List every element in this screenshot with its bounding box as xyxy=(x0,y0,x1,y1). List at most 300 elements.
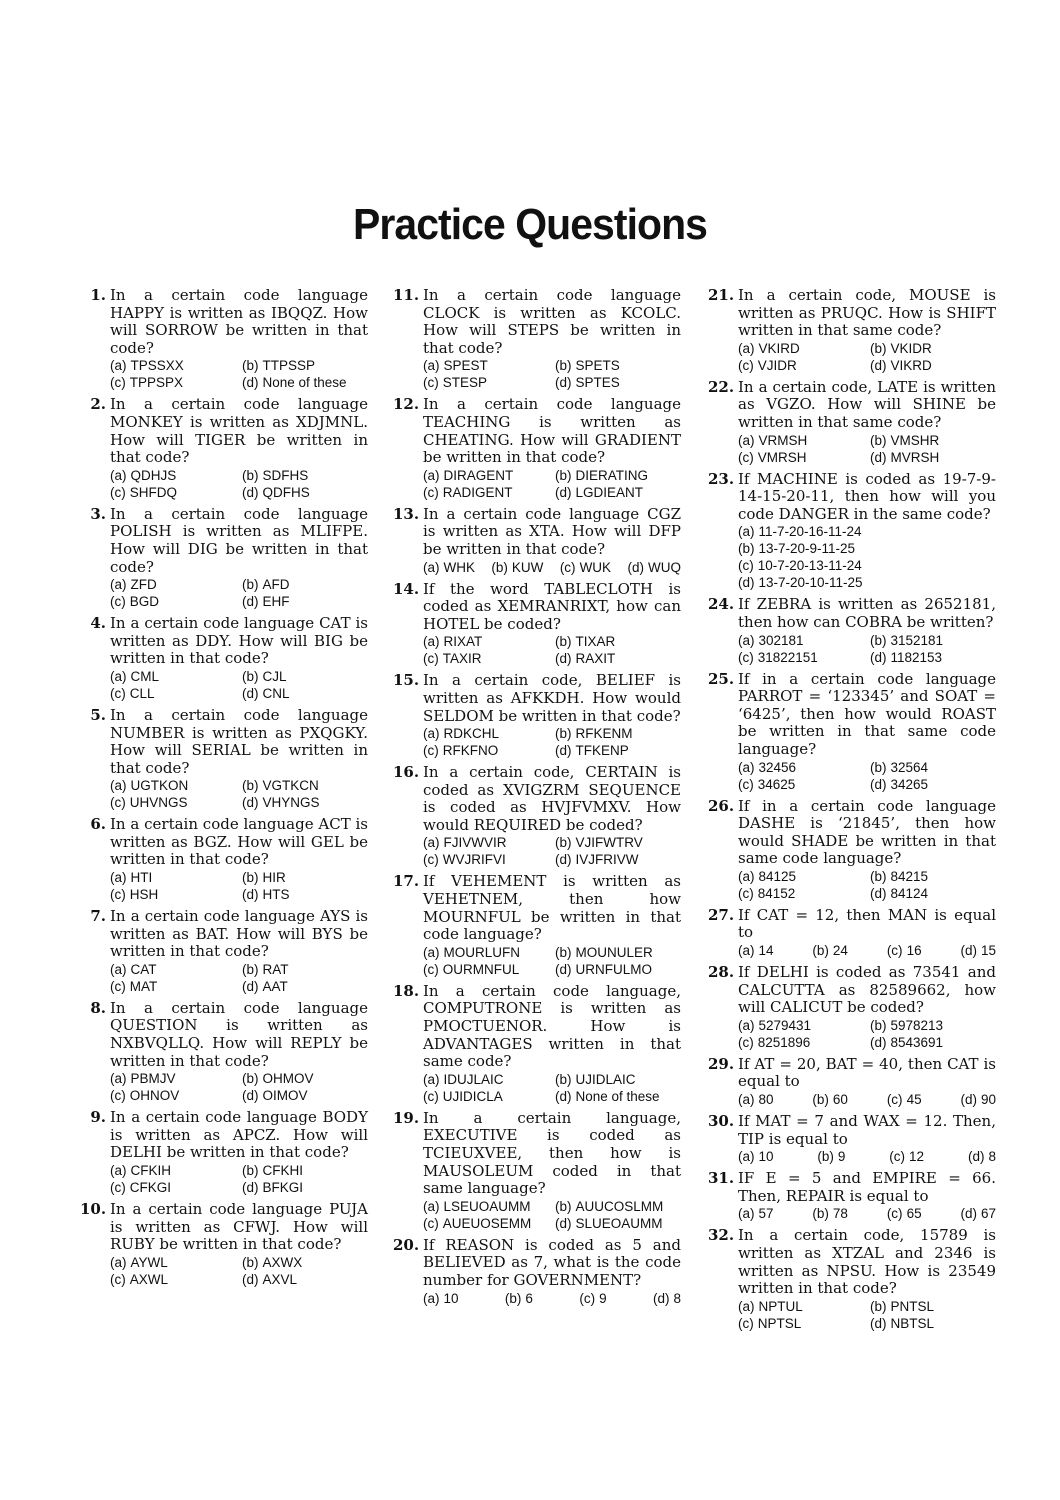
option-key: (d) xyxy=(242,685,259,701)
answer-option xyxy=(110,978,236,995)
question-item xyxy=(708,379,996,466)
option-value: DIRAGENT xyxy=(443,467,514,483)
option-key: (c) xyxy=(423,375,439,391)
column-3 xyxy=(708,287,996,1337)
option-value: 34265 xyxy=(890,776,929,792)
option-key: (c) xyxy=(110,484,126,500)
option-value: CFKIH xyxy=(130,1163,171,1178)
option-value: 9 xyxy=(837,1149,846,1165)
option-value: 84125 xyxy=(758,868,797,884)
option-value: TFKENP xyxy=(575,743,629,759)
option-key: (a) xyxy=(423,358,440,374)
option-value: 84152 xyxy=(757,885,796,901)
option-key: (c) xyxy=(579,1290,596,1306)
question-number: 23. xyxy=(708,469,735,488)
answer-option xyxy=(738,557,996,574)
option-key: (c) xyxy=(423,1088,439,1104)
option-key: (c) xyxy=(886,1206,903,1222)
option-value: WHK xyxy=(443,559,475,575)
option-key: (c) xyxy=(738,1034,754,1050)
answer-option xyxy=(870,868,996,885)
option-key: (c) xyxy=(110,978,126,994)
option-key: (c) xyxy=(110,685,126,701)
option-value: UHVNGS xyxy=(129,795,188,811)
answer-option xyxy=(738,1017,864,1034)
option-value: RIXAT xyxy=(443,634,483,650)
option-key: (c) xyxy=(559,559,576,575)
option-value: 3152181 xyxy=(890,632,944,648)
option-value: 15 xyxy=(980,943,996,959)
option-value: 57 xyxy=(758,1206,774,1222)
question-text: If in a certain code language PARROT = ‘123345’ and SOAT = ‘6425’, then how would ROAST be written in that same code language? xyxy=(738,669,996,758)
question-number: 28. xyxy=(708,963,735,982)
option-value: 67 xyxy=(980,1206,996,1222)
option-key: (a) xyxy=(423,467,440,483)
answer-option xyxy=(555,944,681,961)
answer-option xyxy=(110,1179,236,1196)
option-value: None of these xyxy=(262,375,347,391)
option-value: VMRSH xyxy=(757,449,807,465)
option-key: (d) xyxy=(555,1088,572,1104)
option-value: HTS xyxy=(262,887,290,903)
option-key: (d) xyxy=(555,961,572,977)
answer-option xyxy=(738,632,864,649)
option-key: (a) xyxy=(423,1198,440,1214)
question-number: 15. xyxy=(393,671,420,690)
option-value: 13-7-20-9-11-25 xyxy=(758,541,856,557)
question-item xyxy=(80,615,368,702)
option-key: (b) xyxy=(242,778,259,794)
option-key: (d) xyxy=(242,1180,259,1195)
question-text: In a certain code language MONKEY is written as XDJMNL. How will TIGER be written in that code? xyxy=(110,395,368,467)
option-value: MOUNULER xyxy=(575,944,653,960)
answer-option xyxy=(555,484,681,501)
question-item xyxy=(80,1201,368,1288)
option-key: (b) xyxy=(870,1298,887,1314)
answer-option xyxy=(555,1198,681,1215)
option-key: (a) xyxy=(423,944,440,960)
answer-option xyxy=(242,961,368,978)
answer-option xyxy=(110,1254,236,1271)
answer-option xyxy=(242,685,368,702)
option-key: (b) xyxy=(870,1017,887,1033)
option-key: (d) xyxy=(242,594,259,610)
answer-option xyxy=(110,869,236,886)
option-value: 90 xyxy=(980,1092,996,1108)
question-text: In a certain code language CAT is written as DDY. How will BIG be written in that code? xyxy=(110,614,368,668)
option-key: (b) xyxy=(870,632,887,648)
option-key: (b) xyxy=(870,759,887,775)
option-key: (d) xyxy=(555,1215,572,1231)
question-number: 25. xyxy=(708,669,735,688)
option-key: (a) xyxy=(738,943,755,959)
answer-option xyxy=(555,961,681,978)
question-text: If ZEBRA is written as 2652181, then how can COBRA be written? xyxy=(738,595,996,631)
answer-option xyxy=(110,467,236,484)
answer-options xyxy=(110,1254,368,1288)
answer-option xyxy=(555,374,681,391)
option-key: (a) xyxy=(110,870,127,886)
answer-option xyxy=(870,1298,996,1315)
option-key: (b) xyxy=(555,634,572,650)
option-value: 11-7-20-16-11-24 xyxy=(758,524,862,540)
option-value: AYWL xyxy=(130,1254,168,1270)
option-key: (a) xyxy=(423,835,440,851)
option-key: (c) xyxy=(110,1088,126,1104)
answer-options xyxy=(110,777,368,811)
answer-option xyxy=(242,357,368,374)
answer-options xyxy=(738,1298,996,1332)
option-value: AFD xyxy=(262,577,290,593)
answer-option xyxy=(555,834,681,851)
option-value: DIERATING xyxy=(575,467,649,483)
option-key: (a) xyxy=(110,577,127,593)
answer-options xyxy=(110,961,368,995)
option-key: (d) xyxy=(555,484,572,500)
option-key: (a) xyxy=(423,726,440,742)
option-value: LSEUOAUMM xyxy=(443,1198,531,1214)
question-item xyxy=(393,983,681,1105)
answer-option xyxy=(110,484,236,501)
option-key: (a) xyxy=(738,340,755,356)
question-number: 1. xyxy=(90,286,106,304)
option-value: MOURLUFN xyxy=(443,944,520,960)
option-key: (d) xyxy=(960,943,977,959)
option-value: QDFHS xyxy=(262,484,310,500)
answer-option xyxy=(738,776,864,793)
question-item xyxy=(393,672,681,759)
answer-option xyxy=(889,1148,924,1165)
option-key: (b) xyxy=(242,961,259,977)
option-value: CML xyxy=(130,668,160,684)
question-item xyxy=(708,671,996,793)
answer-option xyxy=(423,1088,549,1105)
answer-options xyxy=(423,1198,681,1232)
option-key: (b) xyxy=(555,467,572,483)
option-key: (d) xyxy=(242,795,259,811)
answer-option xyxy=(423,357,549,374)
answer-options xyxy=(738,632,996,666)
answer-option xyxy=(812,1091,848,1108)
question-text: If VEHEMENT is written as VEHETNEM, then how MOURNFUL be written in that code language? xyxy=(423,872,681,944)
option-value: RADIGENT xyxy=(442,484,513,500)
answer-option xyxy=(242,1179,368,1196)
answer-option xyxy=(242,467,368,484)
answer-option xyxy=(423,944,549,961)
question-text: If CAT = 12, then MAN is equal to xyxy=(738,905,996,942)
question-number: 5. xyxy=(90,705,106,724)
option-value: URNFULMO xyxy=(575,961,652,977)
question-number: 3. xyxy=(90,504,106,523)
answer-option xyxy=(579,1290,606,1307)
question-number: 4. xyxy=(90,614,106,633)
answer-options xyxy=(738,759,996,793)
option-value: ZFD xyxy=(130,577,157,593)
question-item xyxy=(393,1110,681,1232)
option-key: (b) xyxy=(242,1163,259,1178)
answer-option xyxy=(423,1071,549,1088)
question-number: 21. xyxy=(708,286,735,304)
option-value: 80 xyxy=(758,1092,774,1108)
option-value: NPTUL xyxy=(758,1298,803,1314)
option-value: 32564 xyxy=(890,759,929,775)
option-key: (b) xyxy=(812,1206,829,1222)
answer-option xyxy=(555,742,681,759)
answer-option xyxy=(110,685,236,702)
option-key: (b) xyxy=(242,577,259,593)
answer-options xyxy=(423,834,681,868)
option-value: MVRSH xyxy=(890,449,940,465)
answer-options xyxy=(423,1071,681,1105)
option-key: (d) xyxy=(870,1315,887,1331)
question-item xyxy=(708,1227,996,1331)
question-item xyxy=(393,581,681,668)
option-value: SPTES xyxy=(575,375,620,391)
option-value: AUUCOSLMM xyxy=(575,1198,664,1214)
option-value: VKIRD xyxy=(758,340,800,356)
option-value: CNL xyxy=(262,685,290,701)
question-text: In a certain language, EXECUTIVE is coded as TCIEUXVEE, then how is MAUSOLEUM coded in that same language? xyxy=(423,1108,681,1198)
answer-option xyxy=(423,834,549,851)
question-text: In a certain code, BELIEF is written as AFKKDH. How would SELDOM be written in that code? xyxy=(423,671,681,725)
answer-options xyxy=(423,559,681,576)
question-text: In a certain code, LATE is written as VGZO. How will SHINE be written in that same code? xyxy=(738,377,996,431)
option-key: (a) xyxy=(738,868,755,884)
question-text: In a certain code language BODY is written as APCZ. How will DELHI be written in that code? xyxy=(110,1108,368,1162)
option-value: RFKENM xyxy=(575,726,633,742)
answer-option xyxy=(242,1254,368,1271)
answer-options xyxy=(738,1017,996,1051)
question-item xyxy=(708,1113,996,1165)
option-key: (a) xyxy=(738,1149,755,1165)
answer-option xyxy=(870,632,996,649)
option-key: (b) xyxy=(555,726,572,742)
option-key: (d) xyxy=(870,449,887,465)
option-value: AXWX xyxy=(262,1254,303,1270)
option-key: (b) xyxy=(555,944,572,960)
option-value: VHYNGS xyxy=(262,795,320,811)
option-value: RAXIT xyxy=(575,651,616,667)
answer-option xyxy=(242,576,368,593)
option-key: (a) xyxy=(110,358,127,374)
question-text: In a certain code language TEACHING is written as CHEATING. How will GRADIENT be written in that code? xyxy=(423,395,681,467)
answer-option xyxy=(423,961,549,978)
answer-option xyxy=(110,668,236,685)
option-key: (b) xyxy=(555,835,572,851)
option-key: (d) xyxy=(242,1088,259,1104)
option-key: (b) xyxy=(242,1071,259,1087)
option-value: IVJFRIVW xyxy=(575,852,639,868)
option-value: PNTSL xyxy=(890,1298,935,1314)
option-key: (d) xyxy=(960,1206,977,1222)
answer-options xyxy=(738,432,996,466)
answer-option xyxy=(887,1205,922,1222)
question-number: 22. xyxy=(708,377,735,396)
option-key: (a) xyxy=(110,1163,127,1178)
question-number: 14. xyxy=(393,579,420,598)
answer-option xyxy=(870,357,996,374)
option-key: (a) xyxy=(738,524,755,540)
option-value: VGTKCN xyxy=(262,778,319,794)
question-text: In a certain code language ACT is written as BGZ. How will GEL be written in that code? xyxy=(110,815,368,869)
answer-option xyxy=(870,1034,996,1051)
option-value: 8 xyxy=(673,1290,681,1306)
option-value: SLUEOAUMM xyxy=(575,1215,663,1231)
question-number: 11. xyxy=(393,286,420,304)
option-value: MAT xyxy=(129,978,158,994)
question-item xyxy=(80,816,368,903)
answer-option xyxy=(110,1162,236,1179)
option-key: (b) xyxy=(504,1290,522,1306)
option-value: HTI xyxy=(130,870,153,886)
answer-option xyxy=(423,559,475,576)
answer-option xyxy=(423,1198,549,1215)
question-item xyxy=(708,287,996,374)
option-value: AUEUOSEMM xyxy=(442,1215,532,1231)
option-key: (b) xyxy=(812,943,829,959)
answer-option xyxy=(242,1087,368,1104)
question-item xyxy=(80,287,368,391)
option-value: None of these xyxy=(575,1088,660,1104)
option-value: 8 xyxy=(988,1149,996,1165)
option-value: 78 xyxy=(832,1206,848,1222)
option-value: 84215 xyxy=(890,868,929,884)
option-value: 6 xyxy=(525,1290,533,1306)
answer-option xyxy=(960,1091,996,1108)
option-key: (c) xyxy=(738,1315,754,1331)
option-value: RFKFNO xyxy=(442,743,499,759)
option-value: RDKCHL xyxy=(443,726,500,742)
option-key: (d) xyxy=(242,1271,259,1287)
option-key: (c) xyxy=(423,852,439,868)
option-value: 1182153 xyxy=(890,649,943,665)
option-key: (d) xyxy=(555,743,572,759)
question-text: In a certain code language AYS is written as BAT. How will BYS be written in that code? xyxy=(110,907,368,961)
option-key: (c) xyxy=(110,1271,126,1287)
option-key: (d) xyxy=(870,649,887,665)
option-key: (b) xyxy=(555,1198,572,1214)
answer-options xyxy=(738,868,996,902)
option-key: (b) xyxy=(555,358,572,374)
column-1 xyxy=(80,287,368,1293)
question-text: If DELHI is coded as 73541 and CALCUTTA as 82589662, how will CALICUT be coded? xyxy=(738,963,996,1017)
answer-option xyxy=(110,576,236,593)
option-value: 10-7-20-13-11-24 xyxy=(757,558,862,574)
answer-option xyxy=(653,1290,681,1307)
option-key: (c) xyxy=(738,357,754,373)
answer-option xyxy=(560,559,611,576)
option-key: (c) xyxy=(110,375,126,391)
question-text: In a certain code language HAPPY is written as IBQQZ. How will SORROW be written in that code? xyxy=(110,286,368,357)
option-key: (a) xyxy=(423,559,440,575)
option-key: (d) xyxy=(555,375,572,391)
option-key: (c) xyxy=(110,1180,126,1195)
answer-option xyxy=(555,725,681,742)
question-number: 24. xyxy=(708,595,735,614)
answer-option xyxy=(870,759,996,776)
question-text: In a certain code language POLISH is written as MLIFPE. How will DIG be written in that code? xyxy=(110,504,368,576)
answer-option xyxy=(505,1290,533,1307)
answer-option xyxy=(423,851,549,868)
option-key: (a) xyxy=(738,759,755,775)
answer-option xyxy=(870,776,996,793)
answer-option xyxy=(968,1148,996,1165)
question-item xyxy=(708,1170,996,1222)
question-item xyxy=(708,1056,996,1108)
question-item xyxy=(80,506,368,610)
option-value: VRMSH xyxy=(758,432,808,448)
answer-option xyxy=(738,1205,774,1222)
option-key: (c) xyxy=(889,1149,906,1165)
question-text: IF E = 5 and EMPIRE = 66. Then, REPAIR is equal to xyxy=(738,1169,996,1205)
answer-options xyxy=(423,944,681,978)
option-key: (d) xyxy=(870,1034,887,1050)
question-text: In a certain code language CLOCK is written as KCOLC. How will STEPS be written in that code? xyxy=(423,286,681,357)
question-number: 29. xyxy=(708,1054,735,1073)
question-item xyxy=(393,506,681,576)
answer-option xyxy=(738,868,864,885)
answer-option xyxy=(242,374,368,391)
answer-option xyxy=(555,1071,681,1088)
answer-option xyxy=(423,742,549,759)
answer-option xyxy=(870,1315,996,1332)
answer-options xyxy=(110,1162,368,1196)
answer-option xyxy=(738,1298,864,1315)
answer-option xyxy=(555,357,681,374)
question-number: 10. xyxy=(80,1200,107,1218)
option-value: 16 xyxy=(906,943,922,959)
option-key: (b) xyxy=(738,541,755,557)
option-value: AXVL xyxy=(262,1271,298,1287)
answer-option xyxy=(738,942,774,959)
question-number: 13. xyxy=(393,504,420,523)
option-key: (d) xyxy=(870,357,887,373)
option-value: 10 xyxy=(443,1290,459,1306)
option-key: (a) xyxy=(423,634,440,650)
option-value: NBTSL xyxy=(890,1315,935,1331)
option-key: (c) xyxy=(738,449,754,465)
answer-options xyxy=(423,633,681,667)
option-value: 34625 xyxy=(757,776,796,792)
option-value: 302181 xyxy=(758,632,804,648)
answer-option xyxy=(738,1034,864,1051)
answer-options xyxy=(110,668,368,702)
question-number: 12. xyxy=(393,395,420,414)
answer-option xyxy=(110,794,236,811)
option-value: FJIVWVIR xyxy=(443,835,507,851)
question-text: In a certain code language QUESTION is written as NXBVQLLQ. How will REPLY be written in that code? xyxy=(110,998,368,1070)
question-text: If MAT = 7 and WAX = 12. Then, TIP is equal to xyxy=(738,1112,996,1148)
option-value: AXWL xyxy=(129,1271,169,1287)
option-key: (a) xyxy=(110,668,127,684)
answer-option xyxy=(738,357,864,374)
question-item xyxy=(393,396,681,500)
option-key: (c) xyxy=(423,484,439,500)
option-key: (d) xyxy=(555,852,572,868)
option-key: (c) xyxy=(423,651,439,667)
answer-option xyxy=(242,1162,368,1179)
question-item xyxy=(393,764,681,868)
option-key: (a) xyxy=(423,1071,440,1087)
answer-option xyxy=(555,1088,681,1105)
option-value: OHMOV xyxy=(262,1071,314,1087)
answer-option xyxy=(738,340,864,357)
option-value: IDUJLAIC xyxy=(443,1071,504,1087)
question-item xyxy=(708,907,996,959)
option-key: (d) xyxy=(652,1290,670,1306)
option-value: 84124 xyxy=(890,885,929,901)
option-key: (a) xyxy=(110,1071,127,1087)
